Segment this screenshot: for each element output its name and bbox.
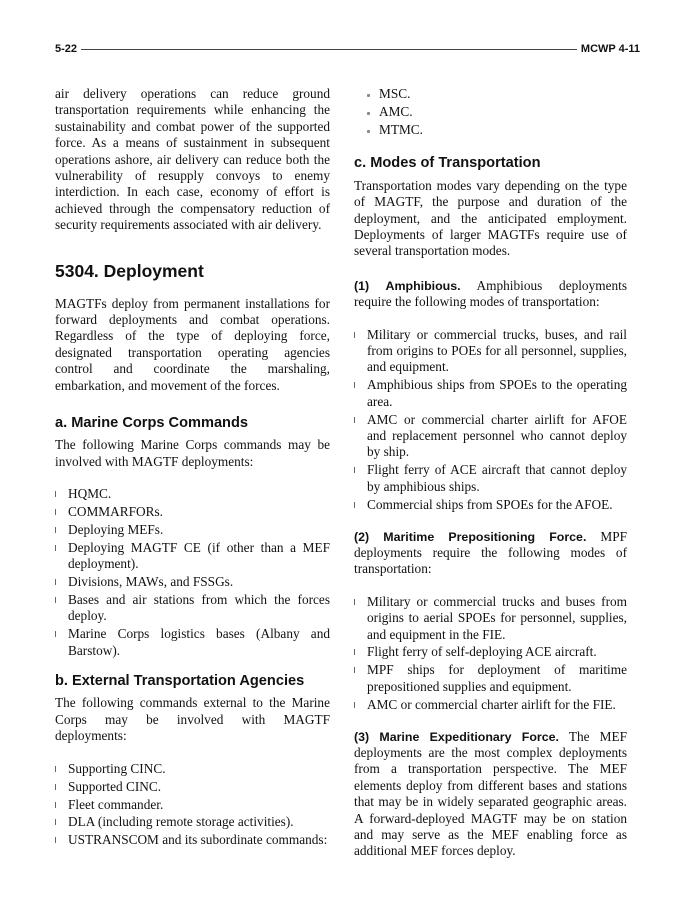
bullet-icon	[55, 837, 56, 843]
list-item: AMC.	[366, 104, 627, 120]
bullet-icon	[55, 545, 56, 551]
list-item: AMC or commercial charter airlift for the FIE.	[354, 697, 627, 713]
amphibious-paragraph: (1) Amphibious. Amphibious deployments require the following modes of transportation:	[354, 277, 627, 310]
subsection-c-title: c. Modes of Transportation	[354, 154, 541, 171]
list-item: Flight ferry of self-deploying ACE aircraft.	[354, 644, 627, 660]
bullet-icon	[354, 649, 355, 655]
mef-paragraph: (3) Marine Expeditionary Force. The MEF deployments are the most complex deployments from a transportation perspective. The MEF elements deploy from different bases and stations that may be in widely separated geographic areas. A forward-deployed MAGTF may be on station and may serve as the MEF enabling force as additional MEF forces deploy.	[354, 728, 628, 859]
list-item: MSC.	[366, 86, 627, 102]
bullet-icon	[55, 631, 56, 637]
section-paragraph: MAGTFs deploy from permanent installations for forward deployments and combat operations. Regardless of the type of deploying force, designated transportation operating agencies control and coordinate the marshaling, embarkation, and movement of the forces.	[55, 295, 330, 393]
list-item: Bases and air stations from which the forces deploy.	[55, 592, 330, 625]
bullet-icon	[354, 332, 355, 338]
subsection-b-paragraph: The following commands external to the Marine Corps may be involved with MAGTF deployments:	[55, 695, 330, 744]
subsection-c-paragraph: Transportation modes vary depending on the type of MAGTF, the purpose and duration of the deployment, and the anticipated employment. Deployments of larger MAGTFs require use of several transportation modes.	[354, 177, 627, 259]
bullet-icon	[55, 766, 56, 772]
list-item: MTMC.	[366, 122, 627, 138]
section-title: 5304. Deployment	[55, 260, 204, 281]
bullet-icon	[55, 597, 56, 603]
list-item: MPF ships for deployment of maritime prepositioned supplies and equipment.	[354, 662, 627, 695]
bullet-icon	[55, 579, 56, 585]
bullet-icon	[55, 527, 56, 533]
bullet-icon	[354, 467, 355, 473]
bullet-icon	[367, 130, 370, 133]
bullet-icon	[367, 94, 370, 97]
mpf-runin-heading: (2) Maritime Prepositioning Force.	[354, 529, 587, 544]
bullet-icon	[55, 819, 56, 825]
list-item: Supporting CINC.	[55, 761, 330, 777]
amphibious-modes-list	[354, 327, 627, 513]
bullet-icon	[367, 112, 370, 115]
list-item: Fleet commander.	[55, 797, 330, 813]
list-item: Marine Corps logistics bases (Albany and Barstow).	[55, 626, 330, 659]
ustranscom-subordinates-list	[354, 86, 627, 138]
bullet-icon	[55, 802, 56, 808]
intro-paragraph: air delivery operations can reduce ground transportation requirements while enhancing the sustainability and combat power of the supported force. As a means of sustainment in subsequent operations ashore, air delivery can reduce both the vulnerability of resupply convoys to enemy interdiction. In each case, economy of effort is achieved through the compensatory reduction of security requirements associated with air delivery.	[55, 86, 330, 233]
list-item: DLA (including remote storage activities).	[55, 814, 330, 830]
list-item: USTRANSCOM and its subordinate commands:	[55, 832, 330, 848]
publication-id: MCWP 4-11	[580, 43, 640, 55]
subsection-b-title: b. External Transportation Agencies	[55, 673, 305, 690]
bullet-icon	[354, 667, 355, 673]
bullet-icon	[354, 599, 355, 605]
bullet-icon	[354, 502, 355, 508]
bullet-icon	[354, 382, 355, 388]
list-item: Deploying MEFs.	[55, 522, 330, 538]
list-item: Amphibious ships from SPOEs to the operating area.	[354, 377, 627, 410]
list-item: Supported CINC.	[55, 779, 330, 795]
list-item: Flight ferry of ACE aircraft that cannot deploy by amphibious ships.	[354, 462, 627, 495]
right-column	[354, 86, 627, 860]
bullet-icon	[55, 509, 56, 515]
list-item: Divisions, MAWs, and FSSGs.	[55, 574, 330, 590]
list-item: Military or commercial trucks and buses from origins to aerial SPOEs for personnel, supplies, and equipment in the FIE.	[354, 594, 627, 643]
list-item: AMC or commercial charter airlift for AFOE and replacement personnel who cannot deploy by ship.	[354, 412, 627, 461]
marine-corps-commands-list	[55, 486, 330, 659]
list-item: Deploying MAGTF CE (if other than a MEF deployment).	[55, 540, 330, 573]
page-number: 5-22	[55, 43, 78, 55]
header-rule	[81, 49, 577, 50]
list-item: COMMARFORs.	[55, 504, 330, 520]
left-column	[55, 86, 330, 850]
bullet-icon	[354, 417, 355, 423]
list-item: HQMC.	[55, 486, 330, 502]
external-agencies-list	[55, 761, 330, 849]
bullet-icon	[354, 702, 355, 708]
mpf-paragraph: (2) Maritime Prepositioning Force. MPF deployments require the following modes of transportation:	[354, 528, 628, 577]
bullet-icon	[55, 491, 56, 497]
mpf-modes-list	[354, 594, 627, 713]
list-item: Military or commercial trucks, buses, and rail from origins to POEs for all personnel, supplies, and equipment.	[354, 327, 627, 376]
subsection-a-title: a. Marine Corps Commands	[55, 415, 249, 432]
amphibious-runin-heading: (1) Amphibious.	[354, 278, 461, 293]
mef-runin-heading: (3) Marine Expeditionary Force.	[354, 729, 559, 744]
list-item: Commercial ships from SPOEs for the AFOE.	[354, 497, 627, 513]
running-header	[55, 41, 640, 57]
subsection-a-paragraph: The following Marine Corps commands may be involved with MAGTF deployments:	[55, 437, 330, 469]
bullet-icon	[55, 784, 56, 790]
